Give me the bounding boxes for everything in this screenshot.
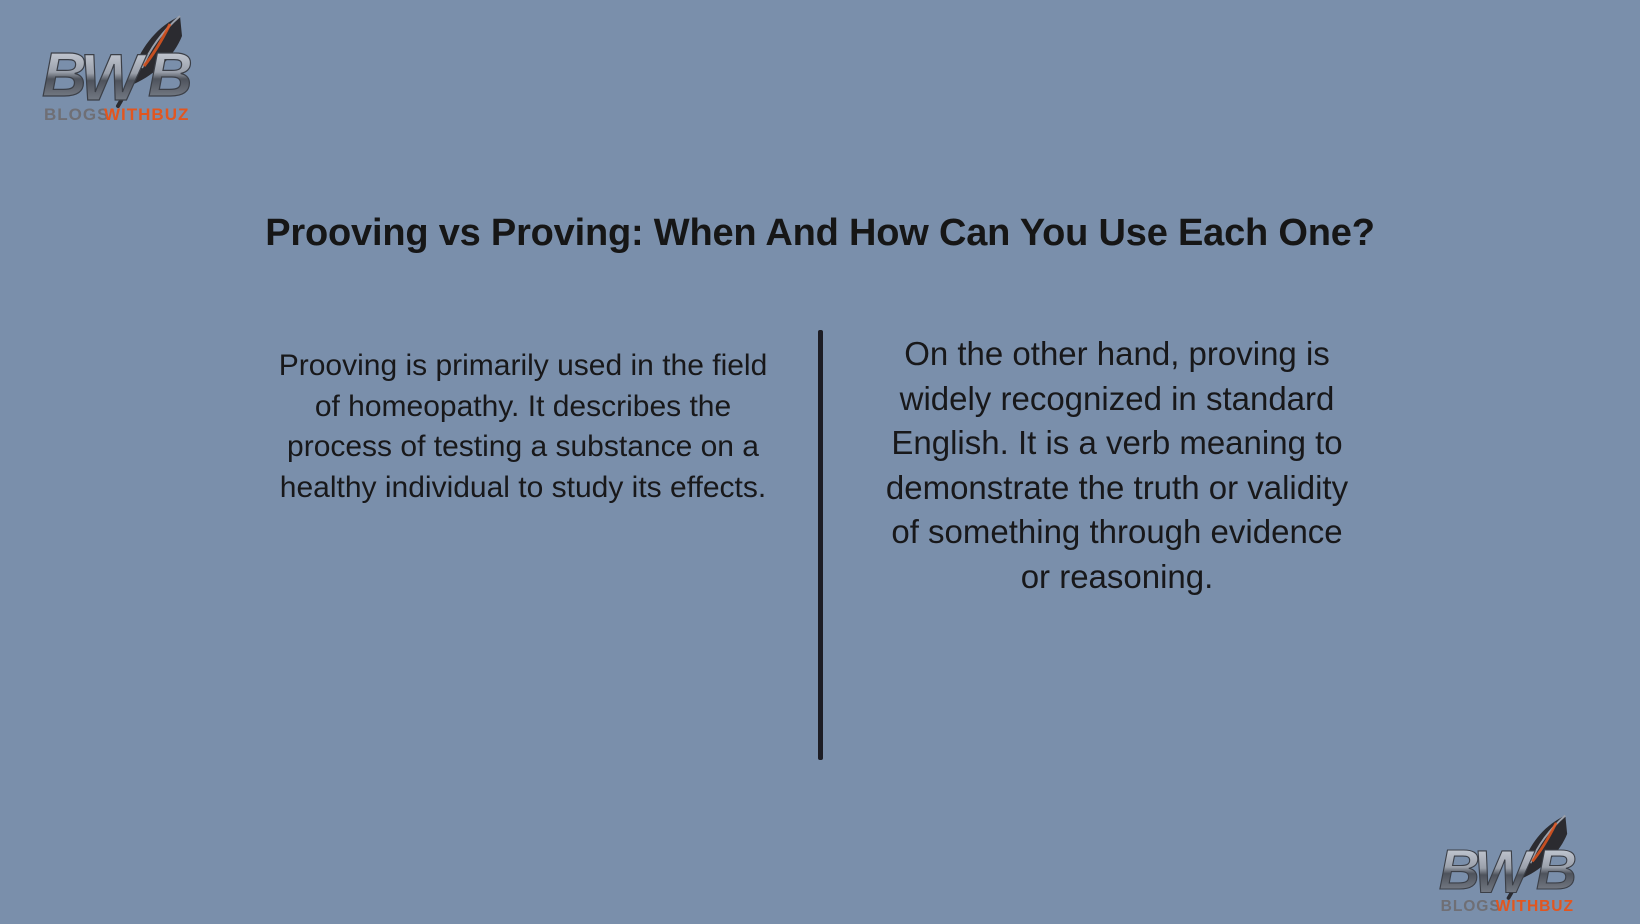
svg-text:WITHBUZ: WITHBUZ [1495,897,1574,915]
svg-text:B: B [42,41,87,110]
logo-lettering [42,40,193,124]
svg-text:BLOGS: BLOGS [1440,897,1501,915]
brand-logo-bottom [1427,810,1612,920]
svg-text:B: B [1536,838,1578,902]
svg-text:WITHBUZ: WITHBUZ [104,105,190,124]
svg-text:W: W [80,40,143,114]
brand-logo-top [30,10,230,130]
svg-text:B: B [148,41,193,110]
logo-lettering [1439,838,1577,915]
page-title: Prooving vs Proving: When And How Can You Use Each One? [265,212,1375,255]
svg-text:BLOGS: BLOGS [44,105,110,124]
svg-text:B: B [1438,838,1480,902]
svg-text:W: W [1473,837,1531,906]
column-prooving: Prooving is primarily used in the field of homeopathy. It describes the process of testing a substance on a healthy individual to study its effects. [278,349,768,504]
column-proving: On the other hand, proving is widely recognized in standard English. It is a verb meaning to demonstrate the truth or validity of something through evidence or reasoning. [885,335,1349,595]
comparison-columns [0,330,1640,750]
vertical-divider [818,330,823,760]
